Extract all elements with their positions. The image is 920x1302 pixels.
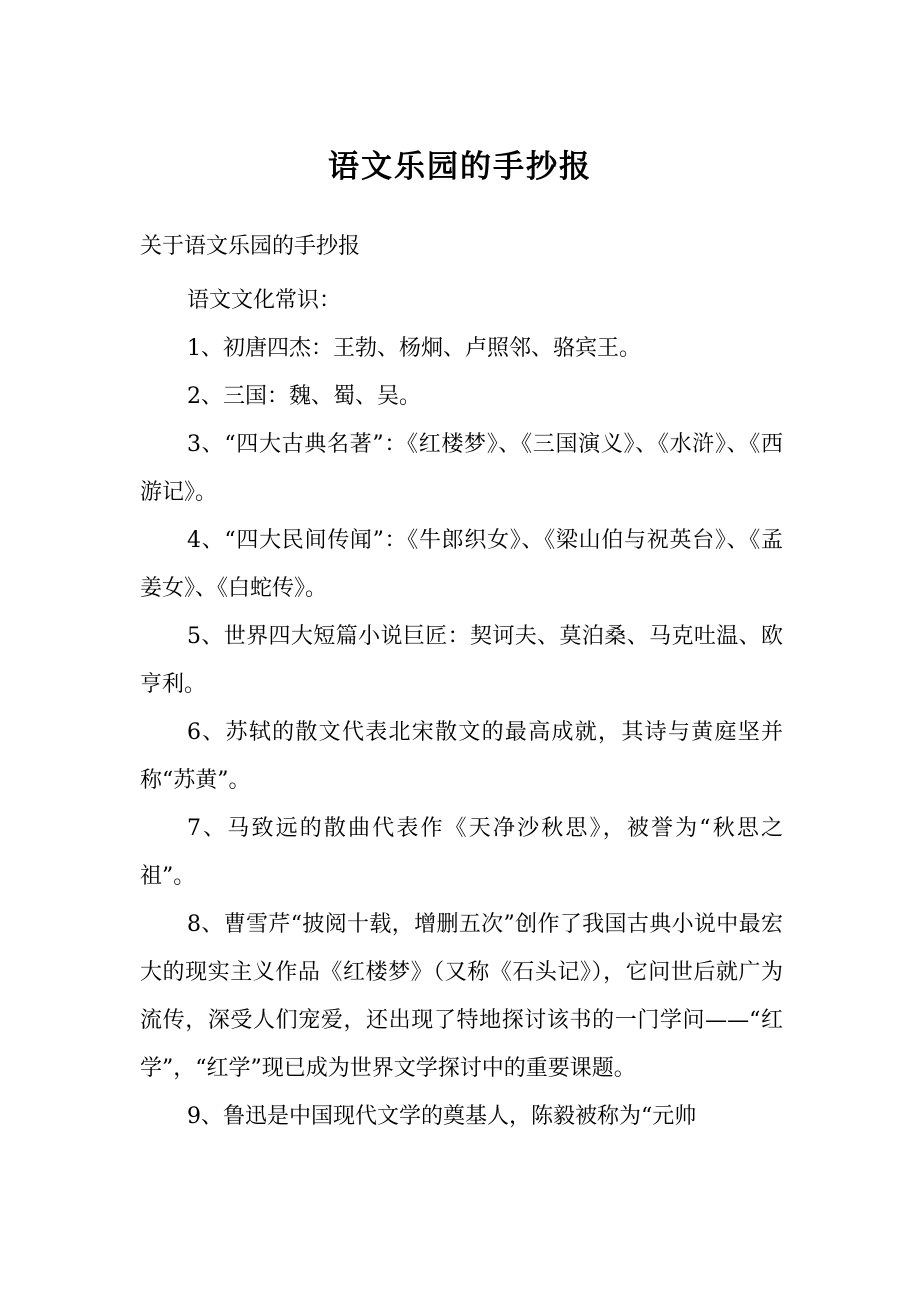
document-subtitle: 关于语文乐园的手抄报 [140,234,361,259]
document-body [140,277,783,1141]
paragraph-item-8: 8、曹雪芹“披阅十载，增删五次”创作了我国古典小说中最宏大的现实主义作品《红楼梦》（又称《石头记》），它问世后就广为流传，深受人们宠爱，还出现了特地探讨该书的一门学问——“红学”，“红学”现已成为世界文学探讨中的重要课题。 [140,912,783,1081]
paragraph-heading: 语文文化常识： [187,288,342,313]
paragraph-item-5: 5、世界四大短篇小说巨匠：契诃夫、莫泊桑、马克吐温、欧亨利。 [140,624,783,697]
paragraph-item-7: 7、马致远的散曲代表作《天净沙秋思》，被誉为“秋思之祖”。 [140,816,783,889]
paragraph-item-3: 3、“四大古典名著”：《红楼梦》、《三国演义》、《水浒》、《西游记》。 [140,432,783,505]
paragraph-item-1: 1、初唐四杰：王勃、杨炯、卢照邻、骆宾王。 [187,336,641,361]
document-title: 语文乐园的手抄报 [328,149,592,185]
paragraph-item-9: 9、鲁迅是中国现代文学的奠基人，陈毅被称为“元帅 [187,1104,697,1129]
paragraph-item-2: 2、三国：魏、蜀、吴。 [187,384,421,409]
paragraph-item-4: 4、“四大民间传闻”：《牛郎织女》、《梁山伯与祝英台》、《孟姜女》、《白蛇传》。 [140,528,783,601]
paragraph-item-6: 6、苏轼的散文代表北宋散文的最高成就，其诗与黄庭坚并称“苏黄”。 [140,720,783,793]
